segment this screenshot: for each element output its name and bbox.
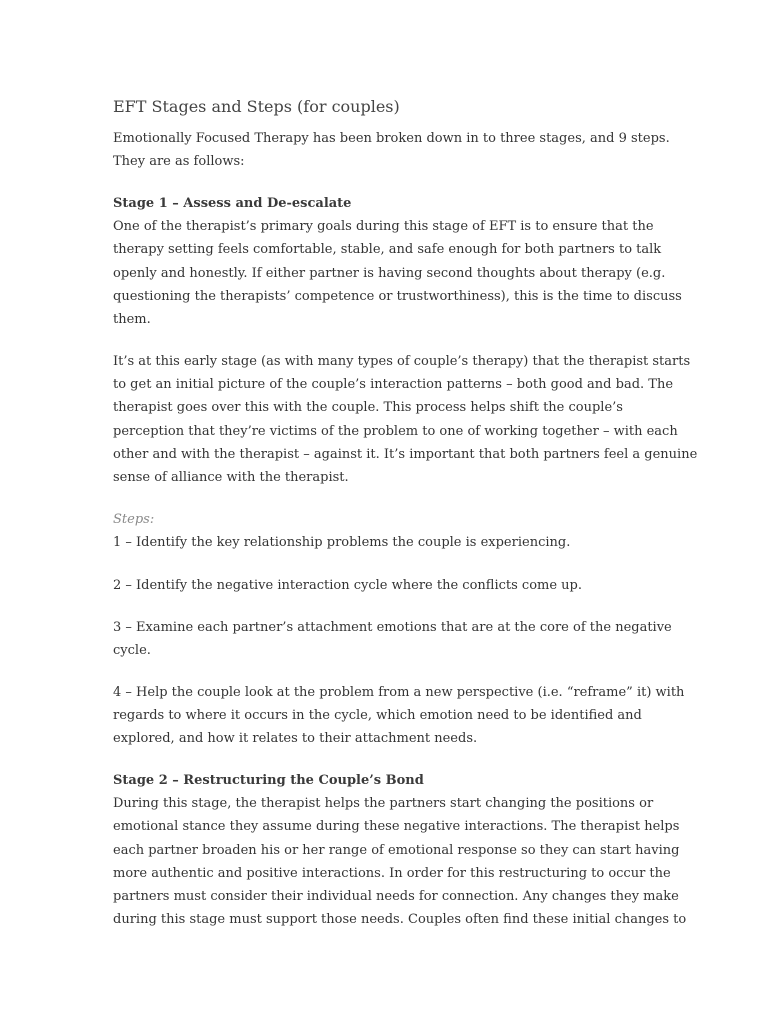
step-4-block [113,681,685,751]
paragraph-line: to get an initial picture of the couple’s interaction patterns – both good and bad. The [113,377,674,393]
paragraph-line: therapy setting feels comfortable, stable, and safe enough for both partners to talk [113,242,662,258]
step-3: 3 – Examine each partner’s attachment emotions that are at the core of the negative [113,620,672,635]
stage1-paragraph-2 [113,350,698,489]
step-4: 4 – Help the couple look at the problem from a new perspective (i.e. “reframe” it) with [113,685,685,700]
paragraph-line: During this stage, the therapist helps the partners start changing the positions or [113,796,654,812]
intro-paragraph [113,127,670,173]
intro-line: Emotionally Focused Therapy has been broken down in to three stages, and 9 steps. [113,131,670,146]
step-3-block [113,616,672,662]
step-2-block [113,574,653,597]
paragraph-line: openly and honestly. If either partner is having second thoughts about therapy (e.g. [113,265,666,281]
step-4: explored, and how it relates to their attachment needs. [113,731,478,747]
paragraph-line: perception that they’re victims of the problem to one of working together – with each [113,423,678,439]
step-3: cycle. [113,643,151,659]
stage1-heading: Stage 1 – Assess and De-escalate [113,196,352,211]
paragraph-line: therapist goes over this with the couple. This process helps shift the couple’s [113,400,623,416]
stage2-section [113,769,687,931]
paragraph-line: emotional stance they assume during these negative interactions. The therapist helps [113,819,680,835]
steps-list [113,508,653,554]
paragraph-line: more authentic and positive interactions. In order for this restructuring to occur the [113,865,671,881]
stage1-section [113,192,682,331]
paragraph-line: One of the therapist’s primary goals during this stage of EFT is to ensure that the [113,219,654,235]
steps-label: Steps: [113,512,155,527]
document-title: EFT Stages and Steps (for couples) [113,97,400,116]
paragraph-line: sense of alliance with the therapist. [113,469,349,485]
step-4: regards to where it occurs in the cycle, which emotion need to be identified and [113,708,642,724]
paragraph-line: them. [113,311,151,327]
step-1: 1 – Identify the key relationship problems the couple is experiencing. [113,535,571,551]
step-2: 2 – Identify the negative interaction cycle where the conflicts come up. [113,578,582,593]
paragraph-line: It’s at this early stage (as with many types of couple’s therapy) that the therapist starts [113,354,691,369]
paragraph-line: questioning the therapists’ competence or trustworthiness), this is the time to discuss [113,288,682,304]
paragraph-line: during this stage must support those needs. Couples often find these initial changes to [113,912,687,928]
paragraph-line: other and with the therapist – against it. It’s important that both partners feel a genuine [113,446,698,462]
paragraph-line: partners must consider their individual needs for connection. Any changes they make [113,888,679,904]
intro-line: They are as follows: [113,154,245,170]
paragraph-line: each partner broaden his or her range of emotional response so they can start having [113,842,680,858]
stage2-heading: Stage 2 – Restructuring the Couple’s Bond [113,773,424,788]
